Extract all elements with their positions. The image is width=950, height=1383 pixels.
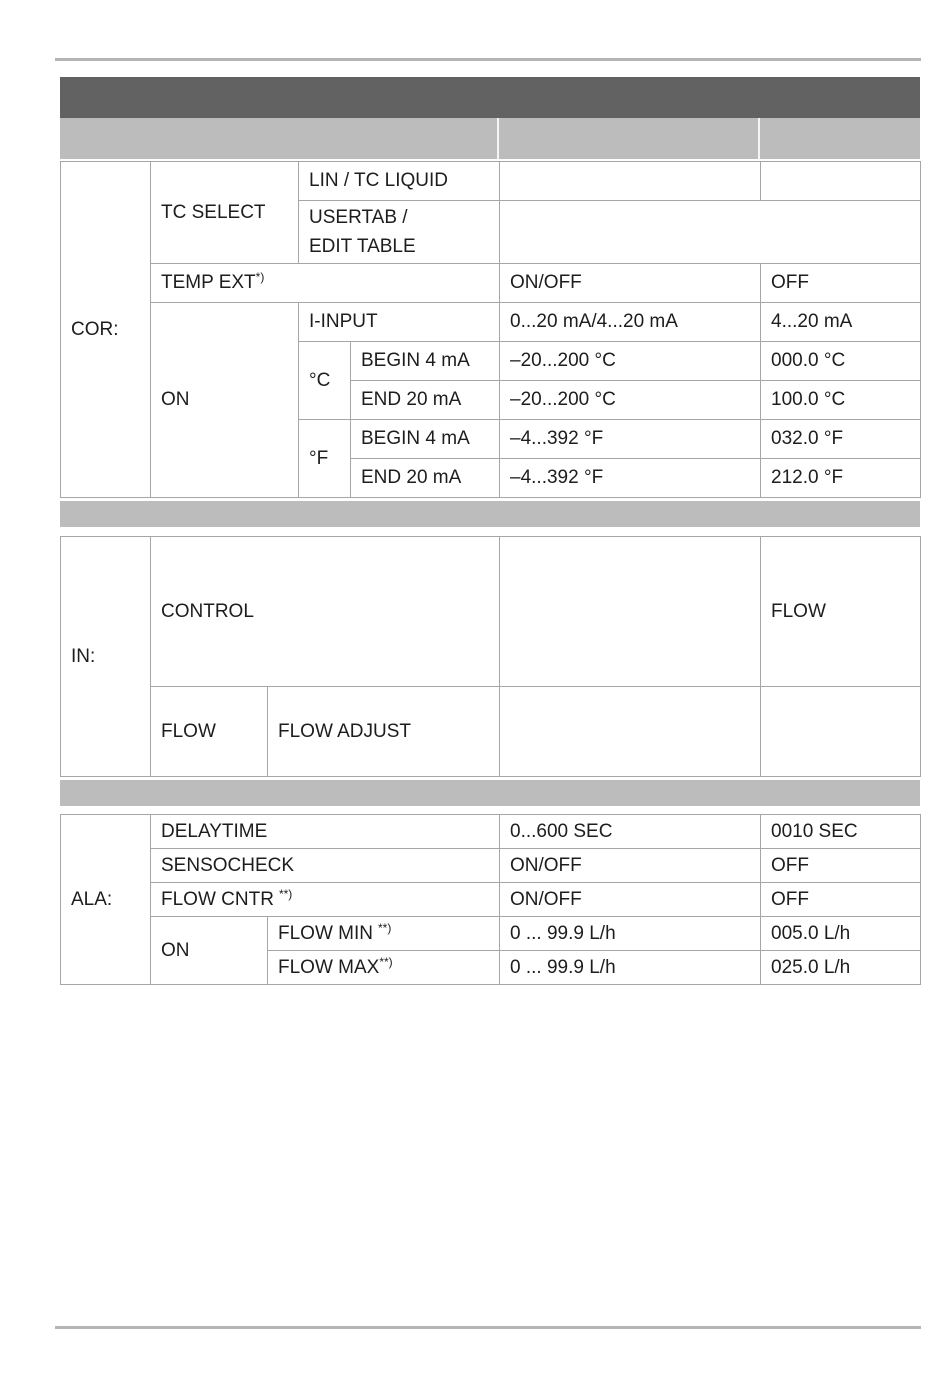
cor-c-begin-default-cell: 000.0 °C	[761, 342, 921, 381]
cor-on-cell: ON	[151, 303, 299, 498]
table-row	[61, 883, 921, 917]
table-row	[61, 917, 921, 951]
cor-usertab-cell	[299, 201, 500, 264]
in-section-table	[60, 536, 921, 777]
ala-flow-min-cell	[268, 917, 500, 951]
ala-flow-max-cell	[268, 951, 500, 985]
in-flow-adjust-range-cell	[500, 687, 761, 777]
cor-f-begin-default-cell: 032.0 °F	[761, 420, 921, 459]
flow-max-label: FLOW MAX	[278, 956, 380, 978]
cor-usertab-range-default-cell	[500, 201, 921, 264]
ala-flow-max-default-cell: 025.0 L/h	[761, 951, 921, 985]
cor-temp-ext-default-cell: OFF	[761, 264, 921, 303]
cor-c-end-range-cell: –20...200 °C	[500, 381, 761, 420]
flow-min-footnote-marker: **)	[378, 920, 392, 935]
cor-c-end-default-cell: 100.0 °C	[761, 381, 921, 420]
in-control-range-cell	[500, 537, 761, 687]
cor-lin-tc-liquid-default-cell	[761, 162, 921, 201]
cor-f-begin-range-cell: –4...392 °F	[500, 420, 761, 459]
table-header-light-bar	[60, 118, 920, 159]
cor-i-input-range-cell: 0...20 mA/4...20 mA	[500, 303, 761, 342]
in-menu-cell: IN:	[61, 537, 151, 777]
table-row	[61, 815, 921, 849]
ala-section-table	[60, 814, 921, 985]
ala-flow-cntr-default-cell: OFF	[761, 883, 921, 917]
cor-fahrenheit-cell: °F	[299, 420, 351, 498]
in-flow-cell: FLOW	[151, 687, 268, 777]
cor-c-end-cell: END 20 mA	[351, 381, 500, 420]
ala-flow-min-range-cell: 0 ... 99.9 L/h	[500, 917, 761, 951]
usertab-line1: USERTAB /	[309, 207, 408, 228]
cor-lin-tc-liquid-cell: LIN / TC LIQUID	[299, 162, 500, 201]
temp-ext-label: TEMP EXT	[161, 272, 256, 294]
ala-sensocheck-cell: SENSOCHECK	[151, 849, 500, 883]
in-control-cell: CONTROL	[151, 537, 500, 687]
section-separator-bar	[60, 780, 920, 806]
cor-c-begin-range-cell: –20...200 °C	[500, 342, 761, 381]
ala-on-cell: ON	[151, 917, 268, 985]
cor-lin-tc-liquid-range-cell	[500, 162, 761, 201]
in-control-default-cell: FLOW	[761, 537, 921, 687]
table-header-dark-bar	[60, 77, 920, 118]
ala-delaytime-range-cell: 0...600 SEC	[500, 815, 761, 849]
temp-ext-footnote-marker: *)	[255, 270, 265, 285]
ala-delaytime-cell: DELAYTIME	[151, 815, 500, 849]
cor-i-input-default-cell: 4...20 mA	[761, 303, 921, 342]
cor-celsius-cell: °C	[299, 342, 351, 420]
flow-min-label: FLOW MIN	[278, 922, 373, 944]
table-row	[61, 849, 921, 883]
ala-flow-min-default-cell: 005.0 L/h	[761, 917, 921, 951]
ala-flow-cntr-range-cell: ON/OFF	[500, 883, 761, 917]
flow-max-footnote-marker: **)	[379, 954, 393, 969]
cor-tc-select-cell: TC SELECT	[151, 162, 299, 264]
in-flow-adjust-default-cell	[761, 687, 921, 777]
table-row	[61, 537, 921, 687]
cor-i-input-cell: I-INPUT	[299, 303, 500, 342]
header-column-divider	[497, 118, 499, 159]
section-separator-bar	[60, 501, 920, 527]
cor-f-end-range-cell: –4...392 °F	[500, 459, 761, 498]
table-row	[61, 687, 921, 777]
ala-sensocheck-default-cell: OFF	[761, 849, 921, 883]
cor-f-end-default-cell: 212.0 °F	[761, 459, 921, 498]
header-column-divider	[758, 118, 760, 159]
ala-flow-max-range-cell: 0 ... 99.9 L/h	[500, 951, 761, 985]
cor-f-begin-cell: BEGIN 4 mA	[351, 420, 500, 459]
cor-temp-ext-range-cell: ON/OFF	[500, 264, 761, 303]
table-row	[61, 303, 921, 342]
table-row	[61, 162, 921, 201]
ala-flow-cntr-cell	[151, 883, 500, 917]
cor-section-table	[60, 161, 921, 498]
in-flow-adjust-cell: FLOW ADJUST	[268, 687, 500, 777]
top-horizontal-rule	[55, 58, 921, 61]
ala-sensocheck-range-cell: ON/OFF	[500, 849, 761, 883]
ala-menu-cell: ALA:	[61, 815, 151, 985]
ala-delaytime-default-cell: 0010 SEC	[761, 815, 921, 849]
table-row	[61, 264, 921, 303]
flow-cntr-footnote-marker: **)	[278, 886, 293, 901]
cor-f-end-cell: END 20 mA	[351, 459, 500, 498]
bottom-horizontal-rule	[55, 1326, 921, 1329]
flow-cntr-label: FLOW CNTR	[161, 888, 274, 910]
usertab-line2: EDIT TABLE	[309, 236, 416, 257]
cor-menu-cell: COR:	[61, 162, 151, 498]
cor-c-begin-cell: BEGIN 4 mA	[351, 342, 500, 381]
cor-temp-ext-cell	[151, 264, 500, 303]
parameter-table-area	[60, 77, 920, 985]
